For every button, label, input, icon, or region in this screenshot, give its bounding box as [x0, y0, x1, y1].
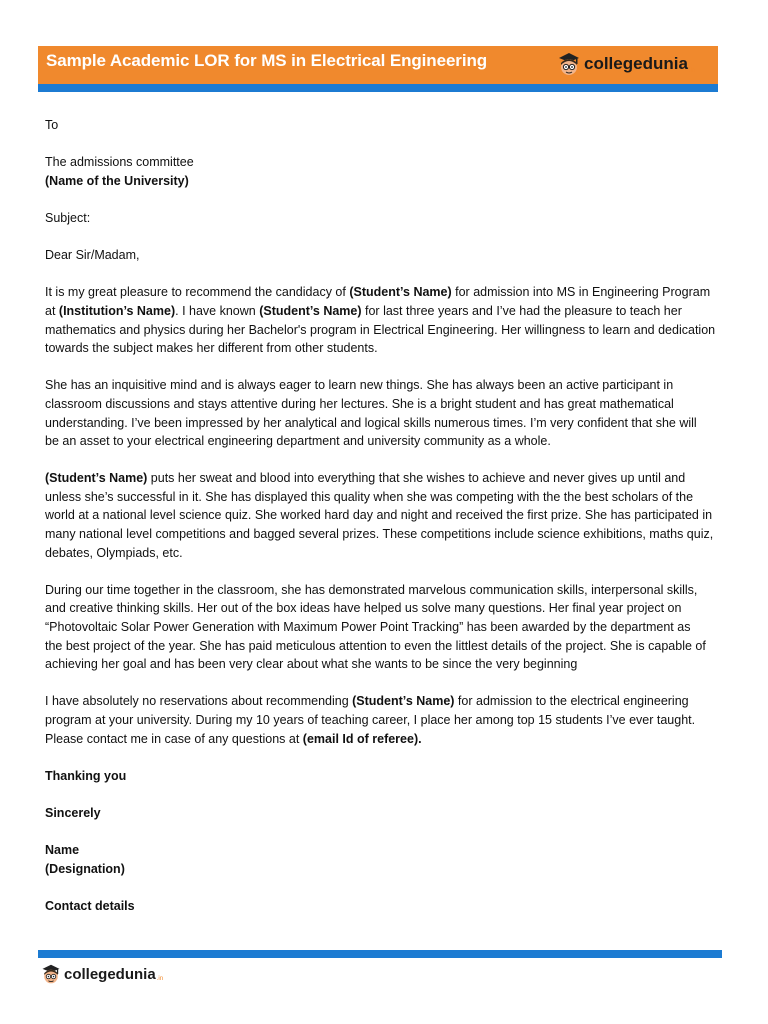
p5-line: program at your university. During my 10 years of teaching career, I place her among top 15 students I’ve ever taught. — [45, 713, 696, 727]
p1-line: at (Institution’s Name). I have known (Student’s Name) for last three years and I’ve had the pleasure to teach her — [45, 303, 682, 318]
p3-line: (Student’s Name) puts her sweat and blood into everything that she wishes to achieve and never gives up until and — [45, 471, 686, 486]
mascot-icon — [40, 962, 62, 986]
p1-line: mathematics and physics during her Bachelor's program in Electrical Engineering. Her willingness to learn and dedication — [45, 322, 716, 337]
p1-line: towards the subject makes her different from other students. — [45, 341, 378, 356]
p3-line: world at a national level science quiz. She worked hard day and night and received the first prize. She has participated in — [45, 508, 713, 523]
logo-suffix: .in — [688, 68, 696, 74]
closing-thanks: Thanking you — [45, 768, 127, 783]
letter-body — [45, 116, 725, 916]
letter-salutation: Dear Sir/Madam, — [45, 248, 140, 263]
p2-line: She has an inquisitive mind and is always eager to learn new things. She has always been an active participant in — [45, 378, 674, 393]
signature-name: Name — [45, 843, 80, 858]
paragraph-1 — [45, 283, 725, 357]
p4-line: the best project of the year. She has paid meticulous attention to even the littlest details of the project. She is capable of — [45, 638, 706, 653]
closing-sincerely: Sincerely — [45, 805, 101, 820]
logo-wordmark: collegedunia — [64, 965, 156, 983]
p3-line: debates, Olympiads, etc. — [45, 545, 183, 560]
addressee-line-1: The admissions committee — [45, 155, 194, 170]
p5-line: I have absolutely no reservations about recommending (Student’s Name) for admission to the electrical engineering — [45, 694, 689, 709]
footer-divider — [38, 950, 722, 958]
header-divider — [38, 84, 718, 92]
letter-to: To — [45, 118, 59, 132]
signature-contact: Contact details — [45, 898, 135, 913]
paragraph-5 — [45, 692, 725, 748]
p4-line: During our time together in the classroom, she has demonstrated marvelous communication skills, interpersonal skills, — [45, 582, 698, 597]
p2-line: understanding. I’ve been impressed by her analytical and logical skills numerous times. I’m very confident that she will — [45, 415, 697, 430]
p2-line: be an asset to your electrical engineering department and university community as a whole. — [45, 434, 551, 449]
logo-suffix: .in — [156, 976, 164, 982]
p5-line: Please contact me in case of any questions at (email Id of referee). — [45, 731, 422, 746]
collegedunia-logo — [556, 50, 695, 78]
p3-line: many national level competitions and bagged several prizes. These competitions include science exhibitions, maths quiz, — [45, 527, 714, 542]
paragraph-2 — [45, 376, 725, 450]
p3-line: unless she’s successful in it. She has displayed this quality when she was competing with the the best scholars of the — [45, 489, 694, 504]
p4-line: “Photovoltaic Solar Power Generation with Maximum Power Point Tracking” has been awarded by the department as — [45, 620, 691, 635]
letter-subject: Subject: — [45, 210, 91, 225]
paragraph-3 — [45, 469, 725, 562]
page-title: Sample Academic LOR for MS in Electrical Engineering — [46, 51, 488, 70]
signature-designation: (Designation) — [45, 861, 125, 876]
p2-line: classroom discussions and stays attentive during her lectures. She is a bright student and has great mathematical — [45, 396, 674, 411]
logo-wordmark: collegedunia — [584, 54, 688, 73]
p1-line: It is my great pleasure to recommend the candidacy of (Student’s Name) for admission into MS in Engineering Program — [45, 285, 711, 300]
addressee-line-2: (Name of the University) — [45, 173, 189, 188]
p4-line: and creative thinking skills. Her out of the box ideas have helped us solve many questions. Her final year project on — [45, 601, 682, 616]
mascot-icon — [556, 50, 582, 78]
p4-line: achieving her goal and has been very clear about what she wants to be since the very beginning — [45, 657, 578, 672]
paragraph-4 — [45, 581, 725, 674]
footer-collegedunia-logo — [40, 962, 163, 986]
